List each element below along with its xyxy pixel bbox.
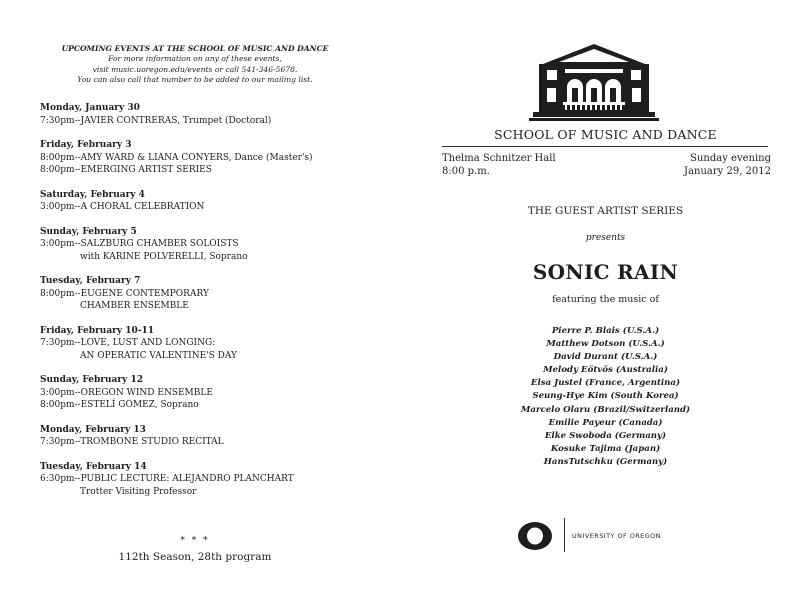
event-day: Sunday, February 12 — [40, 375, 144, 386]
event-entry — [40, 139, 350, 177]
event-day: Tuesday, February 7 — [40, 276, 141, 287]
composer-entry: Elke Swoboda (Germany) — [544, 430, 667, 441]
composer-entry: Elsa Justel (France, Argentina) — [530, 378, 681, 389]
uo-o-logo — [516, 520, 554, 552]
event-day: Tuesday, February 14 — [40, 461, 147, 472]
event-day: Friday, February 3 — [40, 140, 132, 151]
divider-rule — [442, 146, 768, 147]
event-subline: with KARINE POLVERELLI, Soprano — [80, 251, 248, 262]
upcoming-header — [40, 44, 350, 85]
featuring-text: featuring the music of — [552, 294, 659, 305]
upcoming-info-line: For more information on any of these events, — [108, 54, 282, 64]
series-name: THE GUEST ARTIST SERIES — [527, 205, 684, 217]
event-subline: Trotter Visiting Professor — [80, 486, 197, 497]
school-name: SCHOOL OF MUSIC AND DANCE — [494, 127, 717, 142]
composer-entry: David Durant (U.S.A.) — [553, 352, 658, 363]
upcoming-info-line: You can also call that number to be added to our mailing list. — [77, 74, 313, 84]
event-subline: AN OPERATIC VALENTINE'S DAY — [80, 350, 237, 361]
event-line: 7:30pm--TROMBONE STUDIO RECITAL — [40, 437, 224, 448]
upcoming-heading: UPCOMING EVENTS AT THE SCHOOL OF MUSIC AND DANCE — [61, 44, 329, 53]
event-line: 6:30pm--PUBLIC LECTURE: ALEJANDRO PLANCHART — [40, 474, 294, 485]
composer-entry: Matthew Dotson (U.S.A.) — [546, 339, 665, 350]
date-block — [684, 152, 771, 178]
event-entry — [40, 275, 350, 313]
event-day: Saturday, February 4 — [40, 189, 145, 200]
event-line: 3:00pm--OREGON WIND ENSEMBLE — [40, 387, 213, 398]
event-line: 7:30pm--JAVIER CONTRERAS, Trumpet (Doctoral) — [40, 115, 272, 126]
school-building-icon — [529, 42, 659, 124]
event-subline: CHAMBER ENSEMBLE — [80, 301, 189, 312]
event-entry — [40, 461, 350, 499]
event-day: Monday, January 30 — [40, 103, 140, 114]
composer-entry: Seung-Hye Kim (South Korea) — [532, 391, 679, 402]
event-line: 7:30pm--LOVE, LUST AND LONGING: — [40, 338, 216, 349]
event-entry — [40, 424, 350, 449]
event-line: 3:00pm--A CHORAL CELEBRATION — [40, 202, 205, 213]
program-title: SONIC RAIN — [532, 260, 679, 284]
season-info: 112th Season, 28th program — [118, 551, 272, 563]
upcoming-info-line: visit music.uoregon.edu/events or call 541-346-5678. — [92, 64, 298, 74]
event-entry — [40, 325, 350, 363]
program-cover-panel — [438, 42, 773, 572]
event-entry — [40, 374, 350, 412]
section-separator: * * * — [180, 536, 210, 546]
venue-time: 8:00 p.m. — [442, 166, 490, 177]
venue-day: Sunday evening — [690, 153, 771, 164]
university-name: UNIVERSITY OF OREGON — [572, 532, 661, 540]
upcoming-events-panel — [40, 44, 350, 574]
composer-entry: Kosuke Tajima (Japan) — [550, 443, 661, 454]
event-day: Friday, February 10-11 — [40, 325, 155, 336]
event-entry — [40, 189, 350, 214]
events-list — [40, 102, 350, 498]
composer-entry: Marcelo Olaru (Brazil/Switzerland) — [520, 404, 691, 415]
event-day: Sunday, February 5 — [40, 226, 137, 237]
composer-entry: Melody Eötvös (Australia) — [543, 365, 668, 376]
event-line: 3:00pm--SALZBURG CHAMBER SOLOISTS — [40, 239, 239, 250]
event-line: 8:00pm--ESTELÍ GOMEZ, Soprano — [40, 400, 199, 411]
logo-divider — [564, 518, 565, 552]
event-day: Monday, February 13 — [40, 424, 146, 435]
venue-date: January 29, 2012 — [684, 166, 771, 177]
composer-entry: HansTutschku (Germany) — [543, 456, 668, 467]
event-line: 8:00pm--AMY WARD & LIANA CONYERS, Dance (Master's) — [40, 152, 313, 163]
event-entry — [40, 102, 350, 127]
presents-text: presents — [585, 233, 626, 243]
composer-entry: Emilie Payeur (Canada) — [548, 417, 663, 428]
composer-list — [438, 325, 773, 469]
event-line: 8:00pm--EMERGING ARTIST SERIES — [40, 165, 212, 176]
event-line: 8:00pm--EUGENE CONTEMPORARY — [40, 288, 209, 299]
venue-hall: Thelma Schnitzer Hall — [442, 153, 556, 164]
venue-block — [442, 152, 556, 178]
event-entry — [40, 226, 350, 264]
composer-entry: Pierre P. Blais (U.S.A.) — [551, 326, 660, 336]
